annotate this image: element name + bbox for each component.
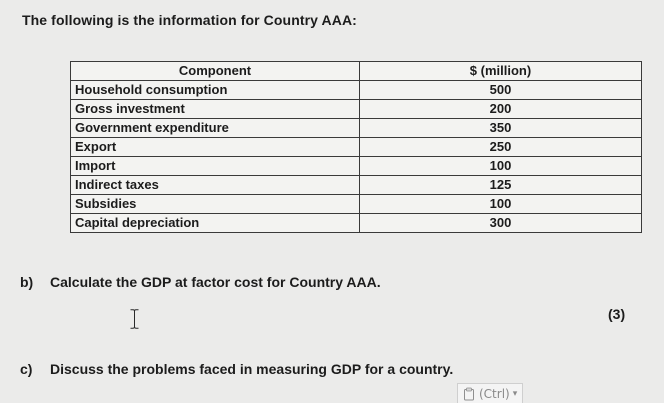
table-row (71, 119, 642, 138)
column-header-component: Component (71, 62, 360, 81)
table-row (71, 100, 642, 119)
column-header-value: $ (million) (360, 62, 642, 81)
table-row (71, 138, 642, 157)
paste-options-button[interactable] (457, 383, 523, 403)
component-cell: Import (71, 157, 360, 176)
value-cell: 250 (360, 138, 642, 157)
question-c-text: Discuss the problems faced in measuring GDP for a country. (50, 361, 454, 377)
question-c (20, 361, 453, 377)
gdp-component-table (70, 61, 642, 233)
question-b-text: Calculate the GDP at factor cost for Country AAA. (50, 274, 381, 290)
table-row (71, 176, 642, 195)
component-cell: Gross investment (71, 100, 360, 119)
component-cell: Export (71, 138, 360, 157)
value-cell: 350 (360, 119, 642, 138)
table-row (71, 157, 642, 176)
table-row (71, 81, 642, 100)
question-b (20, 274, 381, 290)
table-row (71, 214, 642, 233)
value-cell: 200 (360, 100, 642, 119)
table-header-row (71, 62, 642, 81)
value-cell: 500 (360, 81, 642, 100)
table-row (71, 195, 642, 214)
component-cell: Household consumption (71, 81, 360, 100)
intro-text: The following is the information for Country AAA: (22, 12, 357, 28)
component-cell: Capital depreciation (71, 214, 360, 233)
paste-options-label: (Ctrl) (479, 386, 510, 401)
question-c-label: c) (20, 361, 33, 377)
value-cell: 100 (360, 157, 642, 176)
component-cell: Government expenditure (71, 119, 360, 138)
value-cell: 300 (360, 214, 642, 233)
value-cell: 100 (360, 195, 642, 214)
component-cell: Subsidies (71, 195, 360, 214)
clipboard-icon (462, 387, 476, 401)
dropdown-caret-icon: ▾ (512, 388, 518, 399)
value-cell: 125 (360, 176, 642, 195)
component-cell: Indirect taxes (71, 176, 360, 195)
question-b-marks: (3) (608, 306, 626, 322)
question-b-label: b) (20, 274, 34, 290)
text-cursor-icon (130, 309, 139, 329)
